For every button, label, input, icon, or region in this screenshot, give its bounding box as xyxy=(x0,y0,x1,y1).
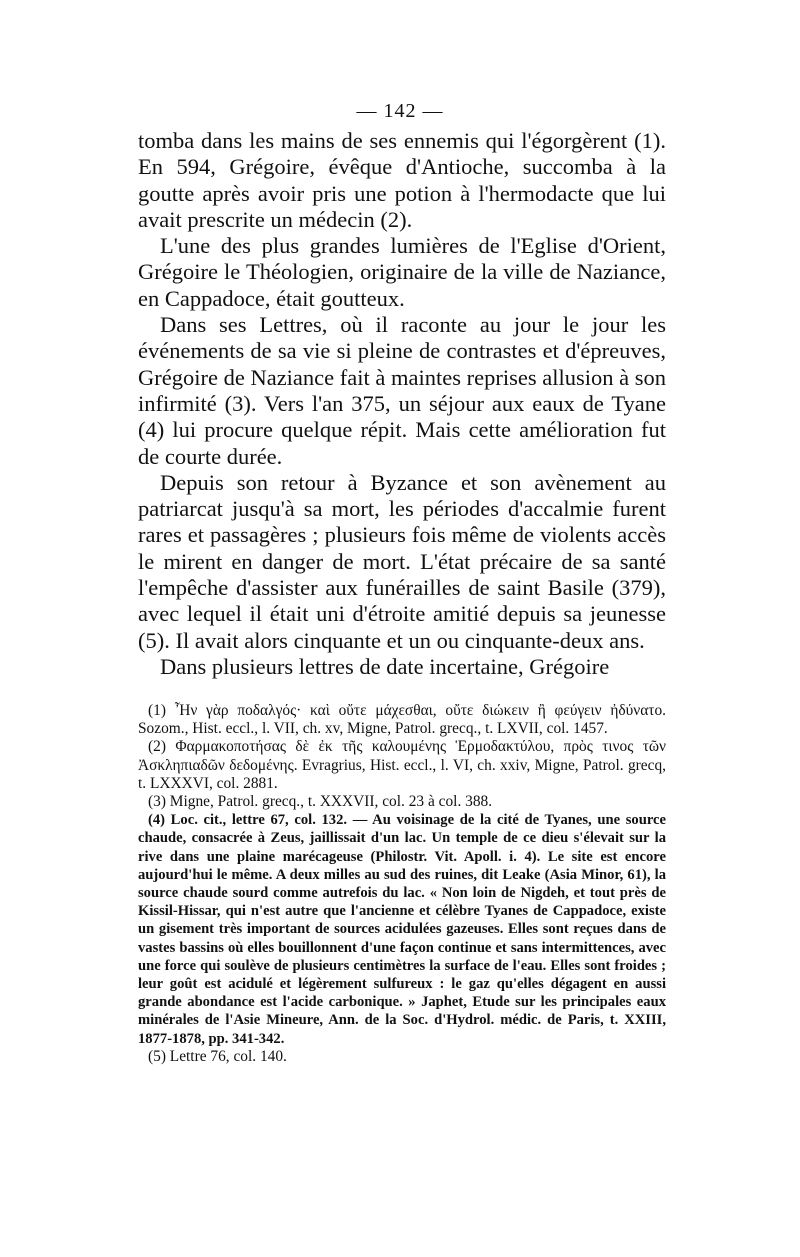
paragraph: L'une des plus grandes lumières de l'Eglise d'Orient, Grégoire le Théologien, originaire de la ville de Naziance, en Cappadoce, était goutteux. xyxy=(138,233,666,311)
page-number: — 142 — xyxy=(356,100,444,122)
footnotes xyxy=(138,702,666,1066)
footnote-1: (1) Ἦν γὰρ ποδαλγός· καὶ οὔτε μάχεσθαι, οὔτε διώκειν ἢ φεύγειν ἠδύνατο. Sozom., Hist. eccl., l. VII, ch. xv, Migne, Patrol. grecq., t. LXVII, col. 1457. xyxy=(138,702,666,738)
footnote-2: (2) Φαρμακοποτήσας δὲ ἐκ τῆς καλουμένης Ἑρμοδακτύλου, πρὸς τινος τῶν Ἀσκληπιαδῶν δεδομένης. Evragrius, Hist. eccl., l. VI, ch. xxiv, Migne, Patrol. grecq, t. LXXXVI, col. 2881. xyxy=(138,738,666,792)
paragraph: Dans ses Lettres, où il raconte au jour le jour les événements de sa vie si pleine de contrastes et d'épreuves, Grégoire de Naziance fait à maintes reprises allusion à son infirmité (3). Vers l'an 375, un séjour aux eaux de Tyane (4) lui procure quelque répit. Mais cette amélioration fut de courte durée. xyxy=(138,312,666,469)
paragraph: Dans plusieurs lettres de date incertaine, Grégoire xyxy=(160,653,610,679)
paragraph: Depuis son retour à Byzance et son avènement au patriarcat jusqu'à sa mort, les périodes d'accalmie furent rares et passagères ; plusieurs fois même de violents accès le mirent en danger de mort. L'état précaire de sa santé l'empêche d'assister aux funérailles de saint Basile (379), avec lequel il était uni d'étroite amitié depuis sa jeunesse (5). Il avait alors cinquante et un ou cinquante-deux ans. xyxy=(138,469,666,653)
footnote-3: (3) Migne, Patrol. grecq., t. XXXVII, col. 23 à col. 388. xyxy=(148,793,493,811)
paragraph: tomba dans les mains de ses ennemis qui l'égorgèrent (1). En 594, Grégoire, évêque d'Antioche, succomba à la goutte après avoir pris une potion à l'hermodacte que lui avait prescrite un médecin (2). xyxy=(138,128,666,232)
footnote-5: (5) Lettre 76, col. 140. xyxy=(148,1047,287,1065)
main-text xyxy=(138,128,666,680)
footnote-4: (4) Loc. cit., lettre 67, col. 132. — Au voisinage de la cité de Tyanes, une source chaude, consacrée à Zeus, jaillissait d'un lac. Un temple de ce dieu s'élevait sur la rive dans une plaine marécageuse (Philostr. Vit. Apoll. i. 4). Le site est encore aujourd'hui le même. A deux milles au sud des ruines, dit Leake (Asia Minor, 61), la source chaude sourd comme autrefois du lac. « Non loin de Nigdeh, et tout près de Kissil-Hissar, qui n'est autre que l'ancienne et célèbre Tyanes de Cappadoce, existe un gisement très important de sources acidulées gazeuses. Elles sont reçues dans de vastes bassins où elles bouillonnent d'une façon continue et sans intermittences, avec une force qui soulève de plusieurs centimètres la surface de l'eau. Elles sont froides ; leur goût est acidulé et légèrement sulfureux : le gaz qu'elles dégagent en aussi grande abondance est l'acide carbonique. » Japhet, Etude sur les principales eaux minérales de l'Asie Mineure, Ann. de la Soc. d'Hydrol. médic. de Paris, t. XXIII, 1877-1878, pp. 341-342. xyxy=(138,812,666,1047)
